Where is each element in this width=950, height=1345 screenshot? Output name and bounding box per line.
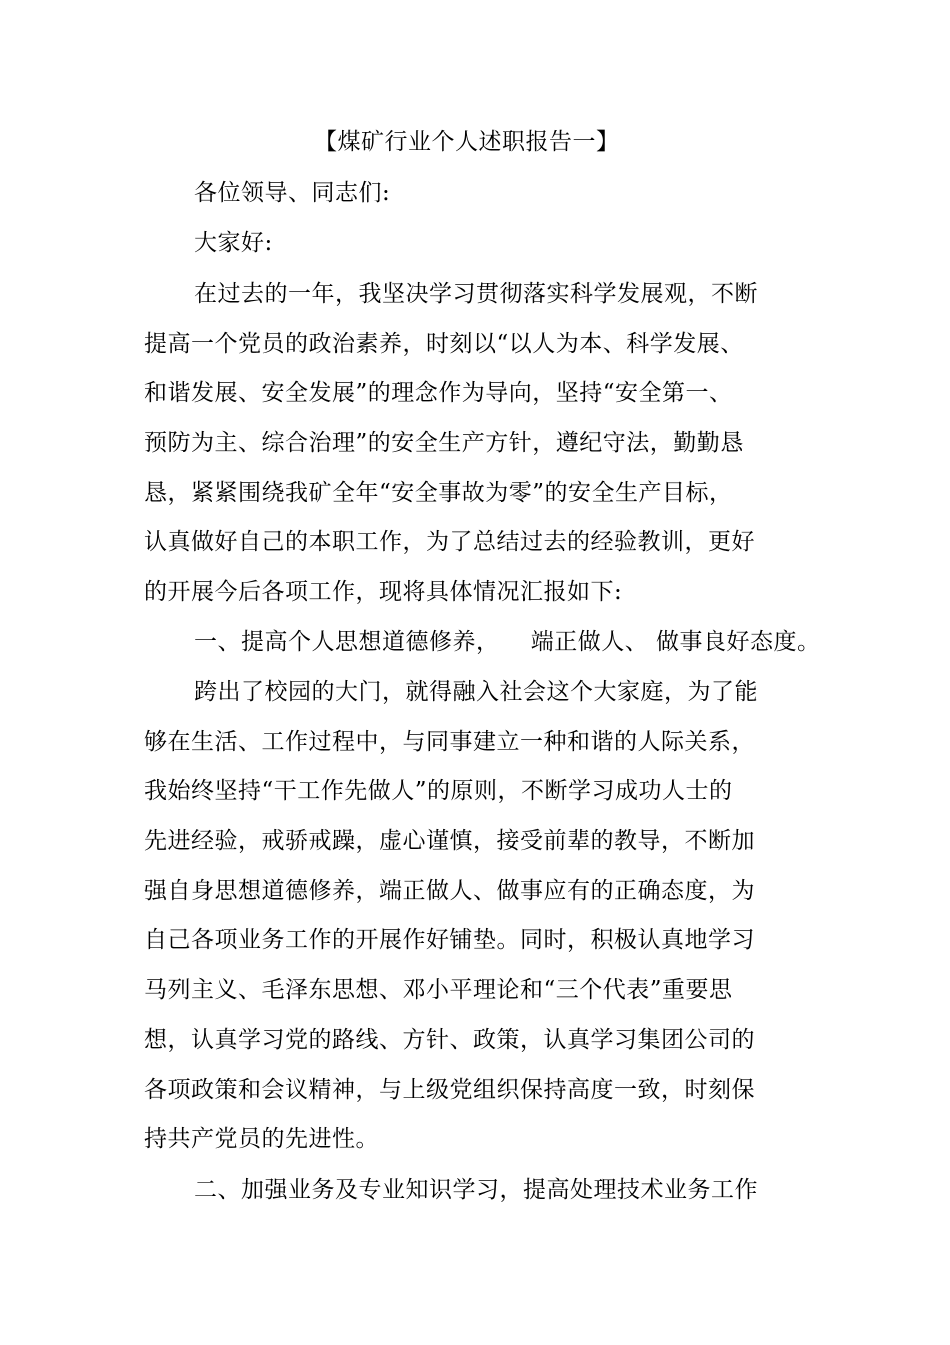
paragraph-line: 在过去的一年，我坚决学习贯彻落实科学发展观，不断 xyxy=(194,281,758,307)
paragraph-line: 跨出了校园的大门，就得融入社会这个大家庭，为了能 xyxy=(194,679,758,705)
paragraph-line: 想，认真学习党的路线、方针、政策，认真学习集团公司的 xyxy=(144,1027,755,1053)
paragraph-line: 自己各项业务工作的开展作好铺垫。同时，积极认真地学习 xyxy=(144,927,755,953)
section-heading-2: 二、加强业务及专业知识学习，提高处理技术业务工作 xyxy=(194,1177,758,1203)
paragraph-line: 先进经验，戒骄戒躁，虚心谨慎，接受前辈的教导，不断加 xyxy=(144,828,755,854)
paragraph-line: 恳，紧紧围绕我矿全年“安全事故为零”的安全生产目标， xyxy=(144,480,733,506)
paragraph-line: 强自身思想道德修养，端正做人、做事应有的正确态度，为 xyxy=(144,878,755,904)
salutation: 各位领导、同志们: xyxy=(194,180,391,206)
paragraph-line: 各项政策和会议精神，与上级党组织保持高度一致，时刻保 xyxy=(144,1077,755,1103)
document-title: 【煤矿行业个人述职报告一】 xyxy=(314,129,620,155)
paragraph-line: 持共产党员的先进性。 xyxy=(144,1126,379,1152)
paragraph-line: 认真做好自己的本职工作，为了总结过去的经验教训，更好 xyxy=(144,529,755,555)
paragraph-line: 提高一个党员的政治素养，时刻以“以人为本、科学发展、 xyxy=(144,331,744,357)
paragraph-line: 马列主义、毛泽东思想、邓小平理论和“三个代表”重要思 xyxy=(144,977,733,1003)
paragraph-line: 够在生活、工作过程中，与同事建立一种和谐的人际关系， xyxy=(144,729,755,755)
paragraph-line: 的开展今后各项工作，现将具体情况汇报如下: xyxy=(144,579,623,605)
section-heading-1: 一、提高个人思想道德修养， 端正做人、 做事良好态度。 xyxy=(194,629,821,655)
paragraph-line: 预防为主、综合治理”的安全生产方针，遵纪守法，勤勤恳 xyxy=(144,430,744,456)
paragraph-line: 和谐发展、安全发展”的理念作为导向，坚持“安全第一、 xyxy=(144,380,733,406)
paragraph-line: 我始终坚持“干工作先做人”的原则，不断学习成功人士的 xyxy=(144,778,733,804)
greeting: 大家好: xyxy=(194,230,273,256)
